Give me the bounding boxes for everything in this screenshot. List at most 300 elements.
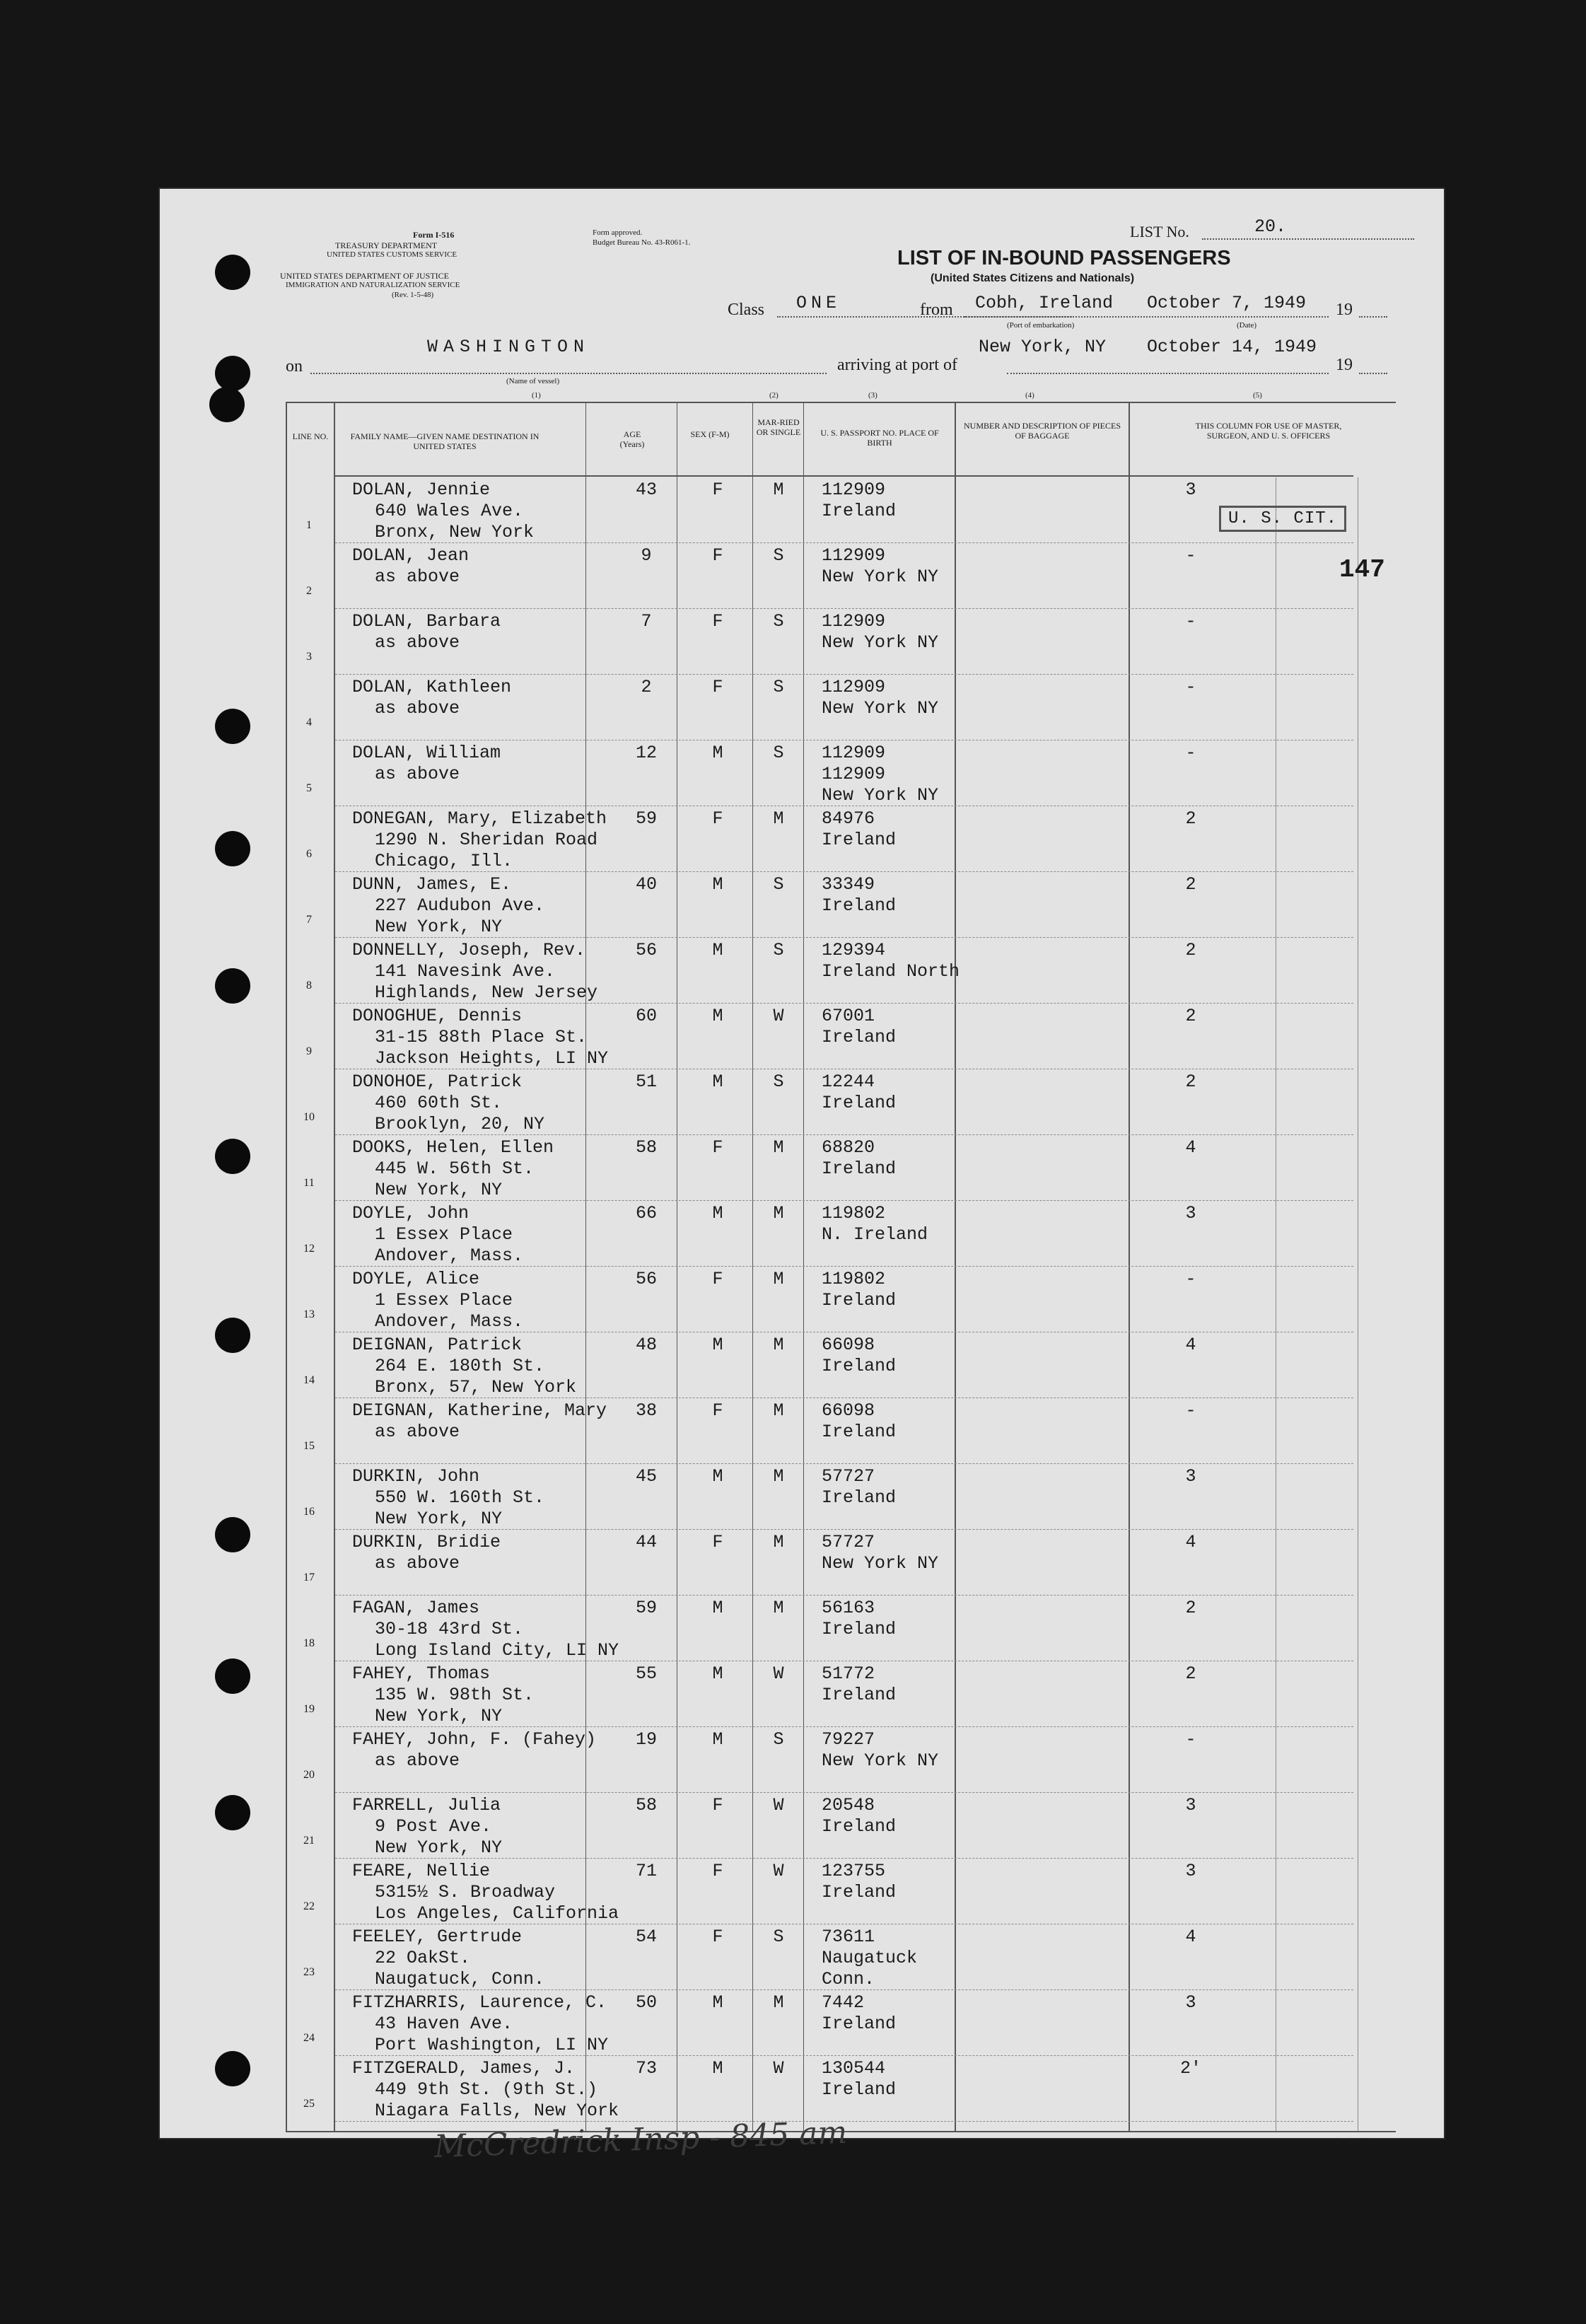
table-row <box>158 1267 1445 1332</box>
passenger-address: 141 Navesink Ave. <box>375 961 556 982</box>
place-of-birth: Ireland <box>822 1882 897 1902</box>
line-number: 21 <box>303 1835 315 1847</box>
table-row <box>158 1727 1445 1793</box>
marital-status: S <box>773 611 784 632</box>
baggage-count: 2 <box>1185 1598 1196 1618</box>
marital-status: S <box>773 1729 784 1750</box>
passenger-city: Bronx, New York <box>375 522 535 542</box>
passenger-sex: M <box>712 1006 723 1026</box>
passenger-age: 7 <box>641 611 652 632</box>
footer-code: 16—64652-1 <box>1332 2137 1374 2146</box>
vessel-caption: (Name of vessel) <box>506 377 560 385</box>
marital-status: M <box>773 1992 784 2013</box>
class-value: ONE <box>796 293 841 313</box>
table-row <box>158 740 1445 806</box>
marital-status: W <box>773 2058 784 2079</box>
place-of-birth: Ireland <box>822 1422 897 1442</box>
baggage-count: 3 <box>1185 1795 1196 1815</box>
passenger-address: 449 9th St. (9th St.) <box>375 2079 598 2100</box>
passenger-name: DOLAN, Jean <box>352 545 470 566</box>
year-suffix-1: 19 <box>1336 301 1353 319</box>
passenger-name: FEELEY, Gertrude <box>352 1927 523 1947</box>
col-num-3: (3) <box>868 391 877 400</box>
passport-number: 79227 <box>822 1729 875 1750</box>
passenger-address: 460 60th St. <box>375 1093 503 1113</box>
passenger-sex: F <box>712 611 723 632</box>
col-num-4: (4) <box>1025 391 1034 400</box>
passenger-city: Long Island City, LI NY <box>375 1640 619 1661</box>
passenger-age: 2 <box>641 677 652 697</box>
passenger-age: 43 <box>635 480 657 500</box>
passenger-age: 58 <box>635 1795 657 1815</box>
passenger-age: 38 <box>635 1400 657 1421</box>
line-number: 14 <box>303 1374 315 1386</box>
passenger-age: 73 <box>635 2058 657 2079</box>
marital-status: M <box>773 480 784 500</box>
passenger-sex: F <box>712 1795 723 1815</box>
passport-number: 20548 <box>822 1795 875 1815</box>
passenger-age: 51 <box>635 1071 657 1092</box>
passenger-sex: M <box>712 1203 723 1224</box>
table-row <box>158 938 1445 1004</box>
line-number: 2 <box>306 585 312 597</box>
passenger-name: DOOKS, Helen, Ellen <box>352 1137 554 1158</box>
table-row <box>158 872 1445 938</box>
passport-number: 119802 <box>822 1203 886 1224</box>
place-of-birth: Ireland <box>822 895 897 916</box>
passenger-age: 66 <box>635 1203 657 1224</box>
passenger-name: DOLAN, Jennie <box>352 480 491 500</box>
passenger-address: 43 Haven Ave. <box>375 2014 513 2034</box>
header-name: FAMILY NAME—GIVEN NAME DESTINATION IN UNITED STATES <box>350 431 540 451</box>
passenger-name: DURKIN, John <box>352 1466 480 1487</box>
passenger-sex: F <box>712 1532 723 1552</box>
passenger-name: DOLAN, Kathleen <box>352 677 512 697</box>
passenger-sex: F <box>712 545 723 566</box>
passport-number: 66098 <box>822 1335 875 1355</box>
baggage-count: - <box>1185 1400 1196 1421</box>
arrival-date: October 14, 1949 <box>1147 337 1317 357</box>
passenger-age: 50 <box>635 1992 657 2013</box>
passenger-city: Jackson Heights, LI NY <box>375 1048 609 1069</box>
table-row <box>158 1924 1445 1990</box>
header-line-no: LINE NO. <box>292 431 329 441</box>
passenger-address: as above <box>375 567 460 587</box>
passenger-age: 44 <box>635 1532 657 1552</box>
passenger-city: New York, NY <box>375 1706 503 1726</box>
immigration-service: IMMIGRATION AND NATURALIZATION SERVICE <box>286 281 460 289</box>
passenger-name: DOYLE, Alice <box>352 1269 480 1289</box>
table-row <box>158 1201 1445 1267</box>
passenger-address: 1 Essex Place <box>375 1290 513 1311</box>
passenger-address: as above <box>375 698 460 719</box>
baggage-count: 4 <box>1185 1927 1196 1947</box>
passenger-address: 5315½ S. Broadway <box>375 1882 556 1902</box>
passenger-name: DOLAN, William <box>352 743 501 763</box>
passenger-address: 264 E. 180th St. <box>375 1356 545 1376</box>
table-row <box>158 1859 1445 1924</box>
passport-number: 119802 <box>822 1269 886 1289</box>
col-num-2: (2) <box>769 391 779 400</box>
passenger-name: DUNN, James, E. <box>352 874 512 895</box>
marital-status: S <box>773 545 784 566</box>
passenger-sex: M <box>712 1729 723 1750</box>
baggage-count: 4 <box>1185 1137 1196 1158</box>
passport-number: 84976 <box>822 808 875 829</box>
place-of-birth: Ireland <box>822 1356 897 1376</box>
passenger-age: 55 <box>635 1663 657 1684</box>
line-number: 9 <box>306 1045 312 1057</box>
passenger-address: 31-15 88th Place St. <box>375 1027 588 1047</box>
document-page <box>158 187 1445 2166</box>
passport-number: 51772 <box>822 1663 875 1684</box>
baggage-count: 3 <box>1185 1861 1196 1881</box>
passenger-address: as above <box>375 1750 460 1771</box>
line-number: 6 <box>306 848 312 860</box>
form-subtitle: (United States Citizens and Nationals) <box>931 272 1135 284</box>
baggage-count: 3 <box>1185 1992 1196 2013</box>
passenger-address: 135 W. 98th St. <box>375 1685 535 1705</box>
marital-status: M <box>773 1532 784 1552</box>
baggage-count: 3 <box>1185 1466 1196 1487</box>
passenger-sex: M <box>712 1663 723 1684</box>
passenger-city: Chicago, Ill. <box>375 851 513 871</box>
place-of-birth: New York NY <box>822 632 939 653</box>
line-number: 13 <box>303 1308 315 1320</box>
passenger-address: 9 Post Ave. <box>375 1816 492 1837</box>
place-of-birth: Ireland <box>822 1093 897 1113</box>
passenger-age: 56 <box>635 940 657 960</box>
passenger-sex: F <box>712 1269 723 1289</box>
passenger-city: Andover, Mass. <box>375 1311 524 1332</box>
baggage-count: 2 <box>1185 874 1196 895</box>
list-no-label: LIST No. <box>1130 223 1189 240</box>
passenger-city: Los Angeles, California <box>375 1903 619 1924</box>
marital-status: M <box>773 1269 784 1289</box>
passport-number: 56163 <box>822 1598 875 1618</box>
passenger-city: Port Washington, LI NY <box>375 2035 609 2055</box>
passenger-sex: M <box>712 1598 723 1618</box>
table-row <box>158 2056 1445 2122</box>
passenger-city: New York, NY <box>375 1180 503 1200</box>
passenger-sex: M <box>712 1992 723 2013</box>
passenger-age: 59 <box>635 808 657 829</box>
passenger-address: 550 W. 160th St. <box>375 1487 545 1508</box>
place-of-birth: Ireland North <box>822 961 960 982</box>
line-number: 17 <box>303 1571 315 1584</box>
passenger-address: as above <box>375 764 460 784</box>
passport-number: 112909 <box>822 545 886 566</box>
port-caption: (Port of embarkation) <box>1007 321 1075 330</box>
place-of-birth-2: New York NY <box>822 785 939 806</box>
line-number: 12 <box>303 1243 315 1255</box>
place-of-birth-2: Conn. <box>822 1969 875 1989</box>
passport-number: 112909 <box>822 677 886 697</box>
table-row <box>158 1596 1445 1661</box>
page-number: 147 <box>1339 555 1385 584</box>
passenger-city: Highlands, New Jersey <box>375 982 598 1003</box>
passenger-city: New York, NY <box>375 917 503 937</box>
table-row <box>158 1398 1445 1464</box>
vessel-name: WASHINGTON <box>427 337 590 357</box>
line-number: 8 <box>306 980 312 992</box>
passenger-age: 45 <box>635 1466 657 1487</box>
passenger-name: FAHEY, Thomas <box>352 1663 491 1684</box>
line-number: 18 <box>303 1637 315 1649</box>
marital-status: S <box>773 1071 784 1092</box>
baggage-count: 2 <box>1185 1663 1196 1684</box>
marital-status: W <box>773 1861 784 1881</box>
table-row <box>158 1069 1445 1135</box>
marital-status: S <box>773 940 784 960</box>
passenger-age: 12 <box>635 743 657 763</box>
baggage-count: 2' <box>1179 2058 1201 2079</box>
marital-status: W <box>773 1795 784 1815</box>
passenger-address: 30-18 43rd St. <box>375 1619 524 1639</box>
passenger-age: 48 <box>635 1335 657 1355</box>
table-row <box>158 1530 1445 1596</box>
table-row <box>158 609 1445 675</box>
marital-status: S <box>773 874 784 895</box>
place-of-birth: New York NY <box>822 1553 939 1574</box>
marital-status: W <box>773 1006 784 1026</box>
baggage-count: 4 <box>1185 1335 1196 1355</box>
line-number: 20 <box>303 1769 315 1781</box>
from-date: October 7, 1949 <box>1147 293 1307 313</box>
baggage-count: 4 <box>1185 1532 1196 1552</box>
marital-status: M <box>773 1466 784 1487</box>
arrival-port: New York, NY <box>979 337 1107 357</box>
passenger-city: New York, NY <box>375 1509 503 1529</box>
table-row <box>158 1332 1445 1398</box>
place-of-birth: Ireland <box>822 1487 897 1508</box>
table-row <box>158 675 1445 740</box>
passenger-name: FITZHARRIS, Laurence, C. <box>352 1992 607 2013</box>
passenger-address: 640 Wales Ave. <box>375 501 524 521</box>
baggage-count: 2 <box>1185 1006 1196 1026</box>
table-row <box>158 543 1445 609</box>
baggage-count: 3 <box>1185 480 1196 500</box>
header-baggage: NUMBER AND DESCRIPTION OF PIECES OF BAGGAGE <box>963 421 1121 441</box>
line-number: 16 <box>303 1506 315 1518</box>
from-label: from <box>920 301 953 319</box>
on-label: on <box>286 357 303 376</box>
from-port: Cobh, Ireland <box>975 293 1114 313</box>
col-num-1: (1) <box>532 391 541 400</box>
baggage-count: - <box>1185 545 1196 566</box>
header-age: AGE (Years) <box>619 429 645 449</box>
line-number: 3 <box>306 651 312 663</box>
baggage-count: 2 <box>1185 940 1196 960</box>
place-of-birth: N. Ireland <box>822 1224 928 1245</box>
passenger-name: DONNELLY, Joseph, Rev. <box>352 940 586 960</box>
passenger-sex: M <box>712 1466 723 1487</box>
passenger-name: FAGAN, James <box>352 1598 480 1618</box>
passenger-address: as above <box>375 1422 460 1442</box>
passenger-age: 40 <box>635 874 657 895</box>
passport-number: 130544 <box>822 2058 886 2079</box>
place-of-birth: Ireland <box>822 1816 897 1837</box>
customs-service: UNITED STATES CUSTOMS SERVICE <box>327 250 457 259</box>
passenger-name: DONOHOE, Patrick <box>352 1071 523 1092</box>
marital-status: W <box>773 1663 784 1684</box>
baggage-count: - <box>1185 611 1196 632</box>
passenger-name: FAHEY, John, F. (Fahey) <box>352 1729 597 1750</box>
place-of-birth: Ireland <box>822 2014 897 2034</box>
passenger-name: FEARE, Nellie <box>352 1861 491 1881</box>
line-number: 4 <box>306 716 312 728</box>
baggage-count: - <box>1185 677 1196 697</box>
line-number: 22 <box>303 1900 315 1912</box>
passenger-name: DOYLE, John <box>352 1203 470 1224</box>
passenger-city: Naugatuck, Conn. <box>375 1969 545 1989</box>
table-row <box>158 806 1445 872</box>
passenger-address: as above <box>375 632 460 653</box>
place-of-birth: Ireland <box>822 1619 897 1639</box>
marital-status: M <box>773 1598 784 1618</box>
passport-number: 66098 <box>822 1400 875 1421</box>
passport-number: 33349 <box>822 874 875 895</box>
passenger-name: FITZGERALD, James, J. <box>352 2058 576 2079</box>
passenger-name: DEIGNAN, Patrick <box>352 1335 523 1355</box>
marital-status: S <box>773 1927 784 1947</box>
table-row <box>158 1004 1445 1069</box>
passport-number: 57727 <box>822 1466 875 1487</box>
passenger-sex: M <box>712 1335 723 1355</box>
table-row <box>158 1464 1445 1530</box>
passport-number: 129394 <box>822 940 886 960</box>
passenger-sex: M <box>712 2058 723 2079</box>
place-of-birth: Ireland <box>822 2079 897 2100</box>
year-suffix-2: 19 <box>1336 356 1353 374</box>
line-number: 5 <box>306 782 312 794</box>
passenger-address: 227 Audubon Ave. <box>375 895 545 916</box>
passenger-age: 60 <box>635 1006 657 1026</box>
passenger-sex: F <box>712 1137 723 1158</box>
place-of-birth: Ireland <box>822 1158 897 1179</box>
passenger-name: DEIGNAN, Katherine, Mary <box>352 1400 607 1421</box>
passenger-name: DONEGAN, Mary, Elizabeth <box>352 808 607 829</box>
passenger-age: 54 <box>635 1927 657 1947</box>
passenger-city: New York, NY <box>375 1837 503 1858</box>
line-number: 23 <box>303 1966 315 1978</box>
table-row <box>158 1661 1445 1727</box>
passenger-sex: F <box>712 1861 723 1881</box>
header-passport: U. S. PASSPORT NO. PLACE OF BIRTH <box>820 428 939 448</box>
place-of-birth: Ireland <box>822 1290 897 1311</box>
treasury-dept: TREASURY DEPARTMENT <box>335 240 438 250</box>
baggage-count: 2 <box>1185 1071 1196 1092</box>
budget-bureau: Budget Bureau No. 43-R061-1. <box>593 238 691 247</box>
baggage-count: - <box>1185 743 1196 763</box>
line-number: 1 <box>306 519 312 531</box>
passenger-city: Andover, Mass. <box>375 1245 524 1266</box>
passenger-name: DOLAN, Barbara <box>352 611 501 632</box>
table-row <box>158 1990 1445 2056</box>
passport-number: 7442 <box>822 1992 865 2013</box>
passenger-sex: M <box>712 874 723 895</box>
passenger-address: 1290 N. Sheridan Road <box>375 830 598 850</box>
place-of-birth: New York NY <box>822 698 939 719</box>
table-row <box>158 1135 1445 1201</box>
justice-dept: UNITED STATES DEPARTMENT OF JUSTICE <box>280 271 450 281</box>
passenger-sex: F <box>712 1400 723 1421</box>
passenger-age: 9 <box>641 545 652 566</box>
passport-number: 123755 <box>822 1861 886 1881</box>
passenger-table <box>158 187 1445 2139</box>
marital-status: S <box>773 677 784 697</box>
revision: (Rev. 1-5-48) <box>392 291 434 299</box>
passenger-address: 445 W. 56th St. <box>375 1158 535 1179</box>
place-of-birth: Ireland <box>822 1685 897 1705</box>
passport-number: 67001 <box>822 1006 875 1026</box>
marital-status: S <box>773 743 784 763</box>
passenger-address: 22 OakSt. <box>375 1948 471 1968</box>
place-of-birth: Ireland <box>822 830 897 850</box>
place-of-birth: Naugatuck <box>822 1948 918 1968</box>
form-number: Form I-516 <box>413 230 455 240</box>
marital-status: M <box>773 808 784 829</box>
line-number: 10 <box>303 1111 315 1123</box>
inspector-signature: McCredrick Insp - 845 am <box>433 2114 848 2166</box>
place-of-birth: 112909 <box>822 764 886 784</box>
passenger-sex: M <box>712 940 723 960</box>
passenger-sex: F <box>712 808 723 829</box>
place-of-birth: Ireland <box>822 501 897 521</box>
passport-number: 112909 <box>822 611 886 632</box>
header-married: MAR-RIED OR SINGLE <box>756 417 801 437</box>
passenger-address: 1 Essex Place <box>375 1224 513 1245</box>
passenger-age: 58 <box>635 1137 657 1158</box>
form-approved: Form approved. <box>593 228 643 237</box>
passport-number: 68820 <box>822 1137 875 1158</box>
passenger-city: Brooklyn, 20, NY <box>375 1114 545 1134</box>
passenger-age: 19 <box>635 1729 657 1750</box>
header-officers: THIS COLUMN FOR USE OF MASTER, SURGEON, AND U. S. OFFICERS <box>1195 421 1342 441</box>
date-caption: (Date) <box>1237 321 1257 330</box>
passport-number: 112909 <box>822 743 886 763</box>
form-title: LIST OF IN-BOUND PASSENGERS <box>897 247 1231 269</box>
line-number: 7 <box>306 914 312 926</box>
passenger-name: FARRELL, Julia <box>352 1795 501 1815</box>
baggage-count: - <box>1185 1729 1196 1750</box>
passport-number: 112909 <box>822 480 886 500</box>
marital-status: M <box>773 1400 784 1421</box>
passenger-sex: F <box>712 677 723 697</box>
passenger-sex: F <box>712 1927 723 1947</box>
passenger-age: 59 <box>635 1598 657 1618</box>
class-label: Class <box>728 301 765 319</box>
marital-status: M <box>773 1203 784 1224</box>
passenger-city: Bronx, 57, New York <box>375 1377 577 1398</box>
place-of-birth: Ireland <box>822 1027 897 1047</box>
passport-number: 73611 <box>822 1927 875 1947</box>
passenger-sex: M <box>712 743 723 763</box>
passenger-sex: F <box>712 480 723 500</box>
passenger-age: 71 <box>635 1861 657 1881</box>
list-no-value: 20. <box>1254 216 1287 237</box>
line-number: 25 <box>303 2098 315 2110</box>
arriving-label: arriving at port of <box>837 356 957 374</box>
place-of-birth: New York NY <box>822 1750 939 1771</box>
baggage-count: 3 <box>1185 1203 1196 1224</box>
passenger-age: 56 <box>635 1269 657 1289</box>
baggage-count: - <box>1185 1269 1196 1289</box>
passenger-name: DURKIN, Bridie <box>352 1532 501 1552</box>
line-number: 24 <box>303 2032 315 2044</box>
passenger-name: DONOGHUE, Dennis <box>352 1006 523 1026</box>
marital-status: M <box>773 1137 784 1158</box>
